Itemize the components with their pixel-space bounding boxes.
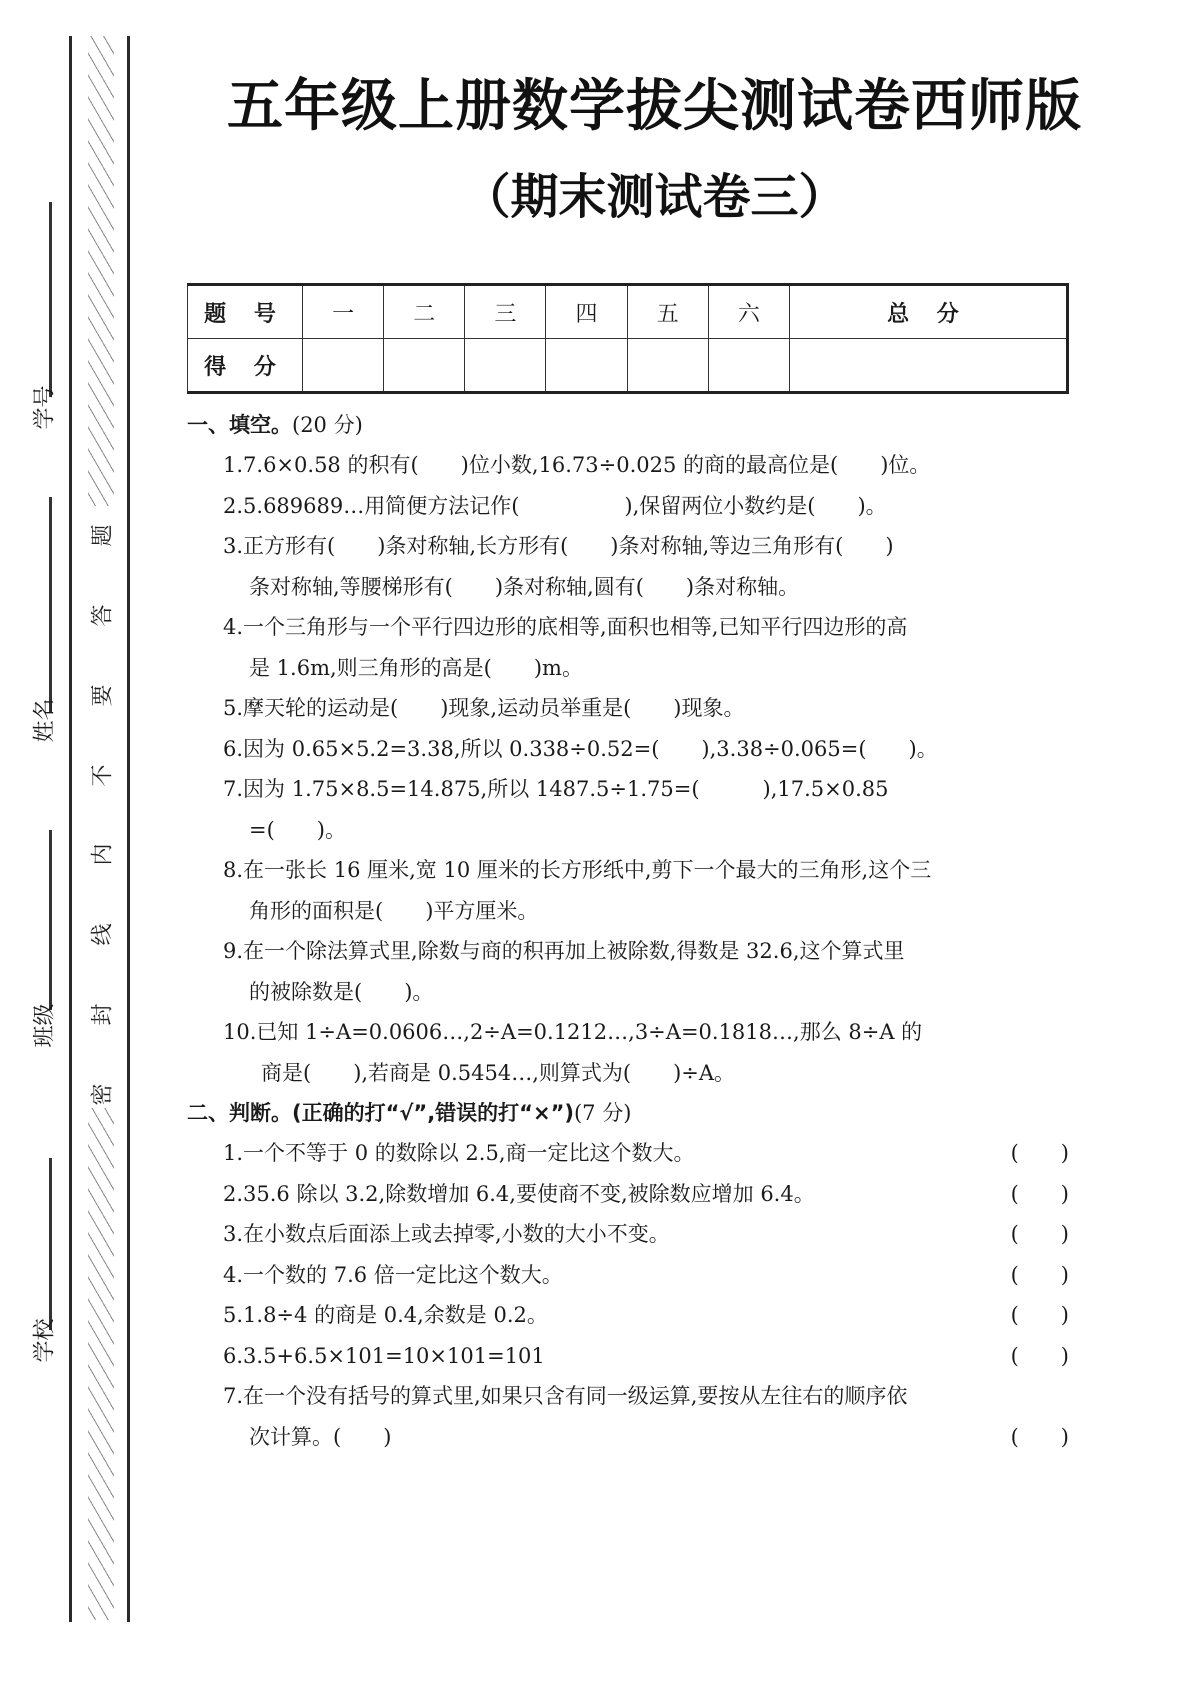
judge-text: 4.一个数的 7.6 倍一定比这个数大。 (223, 1262, 563, 1287)
seal-notice (88, 520, 114, 1110)
name-label: 姓名 (32, 698, 58, 743)
judge-item-continued (187, 1417, 1069, 1458)
class-label-wrap (18, 1003, 68, 1048)
binding-inner-line (127, 36, 130, 1622)
score-cell[interactable] (546, 339, 627, 393)
question-line: 3.正方形有( )条对称轴,长方形有( )条对称轴,等边三角形有( ) (223, 534, 894, 558)
judge-text: 5.1.8÷4 的商是 0.4,余数是 0.2。 (223, 1303, 548, 1327)
question-line: 商是( ),若商是 0.5454…,则算式为( )÷A。 (261, 1060, 736, 1085)
judge-text: 次计算。( ) (249, 1424, 392, 1449)
hatch-bottom (88, 1108, 114, 1620)
score-cell[interactable] (627, 339, 708, 393)
score-table-score-row (188, 339, 1068, 393)
judge-item: 7.在一个没有括号的算式里,如果只含有同一级运算,要按从左往右的顺序依 (223, 1384, 908, 1408)
answer-blank[interactable]: ( ) (1010, 1181, 1069, 1206)
answer-blank[interactable]: ( ) (1010, 1222, 1069, 1246)
seal-char: 线 (90, 923, 116, 946)
question-line: 条对称轴,等腰梯形有( )条对称轴,圆有( )条对称轴。 (249, 574, 800, 599)
answer-blank[interactable]: ( ) (1010, 1343, 1069, 1368)
section-2-title (187, 1093, 1069, 1133)
judge-item (187, 1255, 1069, 1296)
score-cell[interactable] (708, 339, 789, 393)
seal-char: 不 (90, 764, 116, 787)
section-1-points: (20 分) (292, 413, 363, 437)
name-field[interactable] (49, 497, 52, 712)
judge-item (187, 1133, 1069, 1174)
judge-text: 6.3.5+6.5×101=10×101=101 (223, 1343, 545, 1368)
score-cell[interactable] (465, 339, 546, 393)
school-label: 学校 (32, 1318, 58, 1363)
question-line: 是 1.6m,则三角形的高是( )m。 (249, 655, 583, 680)
header-cell: 四 (546, 285, 627, 339)
section-1-heading: 一、填空。 (187, 413, 292, 437)
question-line: 角形的面积是( )平方厘米。 (249, 898, 539, 923)
score-cell[interactable] (789, 339, 1067, 393)
judge-item (187, 1214, 1069, 1255)
header-cell: 五 (627, 285, 708, 339)
class-field[interactable] (49, 830, 52, 1010)
answer-blank[interactable]: ( ) (1010, 1141, 1069, 1165)
question-line: 6.因为 0.65×5.2=3.38,所以 0.338÷0.52=( ),3.38÷0.065=( )。 (223, 736, 938, 761)
student-id-field[interactable] (49, 202, 52, 397)
header-cell: 一 (303, 285, 384, 339)
row-label: 得 分 (188, 339, 303, 393)
header-cell: 六 (708, 285, 789, 339)
score-table (187, 283, 1069, 394)
question-line: 2.5.689689…用简便方法记作( ),保留两位小数约是( )。 (223, 493, 887, 518)
judge-item (187, 1174, 1069, 1215)
question-line: 9.在一个除法算式里,除数与商的积再加上被除数,得数是 32.6,这个算式里 (223, 939, 905, 963)
header-cell: 三 (465, 285, 546, 339)
student-id-label-wrap (18, 385, 68, 430)
page-subtitle: （期末测试卷三） (462, 169, 847, 225)
score-cell[interactable] (384, 339, 465, 393)
question-line: 的被除数是( )。 (249, 979, 434, 1004)
judge-text: 2.35.6 除以 3.2,除数增加 6.4,要使商不变,被除数应增加 6.4。 (223, 1181, 815, 1206)
header-cell: 题 号 (188, 285, 303, 339)
question-line: 1.7.6×0.58 的积有( )位小数,16.73÷0.025 的商的最高位是( )位。 (223, 453, 931, 477)
exam-content (187, 405, 1069, 1457)
question-line: 4.一个三角形与一个平行四边形的底相等,面积也相等,已知平行四边形的高 (223, 615, 908, 639)
answer-blank[interactable]: ( ) (1010, 1424, 1069, 1449)
section-2-heading: 二、判断。(正确的打“√”,错误的打“×”) (187, 1101, 574, 1125)
school-label-wrap (18, 1318, 68, 1363)
header-cell: 总 分 (789, 285, 1067, 339)
seal-char: 要 (90, 684, 116, 707)
section-2-points: (7 分) (573, 1101, 632, 1125)
class-label: 班级 (32, 1003, 58, 1048)
question-line: 8.在一张长 16 厘米,宽 10 厘米的长方形纸中,剪下一个最大的三角形,这个三 (223, 858, 932, 882)
binding-margin (0, 0, 140, 1684)
question-line: 7.因为 1.75×8.5=14.875,所以 1487.5÷1.75=( ),17.5×0.85 (223, 777, 889, 801)
section-1-title (187, 405, 1069, 445)
question-line: =( )。 (249, 817, 346, 842)
judge-text: 3.在小数点后面添上或去掉零,小数的大小不变。 (223, 1222, 670, 1246)
seal-char: 内 (90, 843, 116, 866)
judge-text: 1.一个不等于 0 的数除以 2.5,商一定比这个数大。 (223, 1141, 695, 1165)
answer-blank[interactable]: ( ) (1010, 1303, 1069, 1327)
score-table-header-row (188, 285, 1068, 339)
header-cell: 二 (384, 285, 465, 339)
answer-blank[interactable]: ( ) (1010, 1262, 1069, 1287)
binding-outer-line (69, 36, 72, 1622)
school-field[interactable] (49, 1158, 52, 1330)
score-cell[interactable] (303, 339, 384, 393)
name-label-wrap (18, 698, 68, 743)
seal-char: 答 (90, 604, 116, 627)
page-title: 五年级上册数学拔尖测试卷西师版 (227, 74, 1082, 139)
student-id-label: 学号 (32, 385, 58, 430)
seal-char: 题 (90, 524, 116, 547)
seal-char: 封 (90, 1003, 116, 1026)
judge-item (187, 1336, 1069, 1377)
judge-item (187, 1295, 1069, 1336)
question-line: 5.摩天轮的运动是( )现象,运动员举重是( )现象。 (223, 696, 745, 720)
seal-char: 密 (90, 1083, 116, 1106)
question-line: 10.已知 1÷A=0.0606…,2÷A=0.1212…,3÷A=0.1818…,那么 8÷A 的 (223, 1020, 923, 1044)
